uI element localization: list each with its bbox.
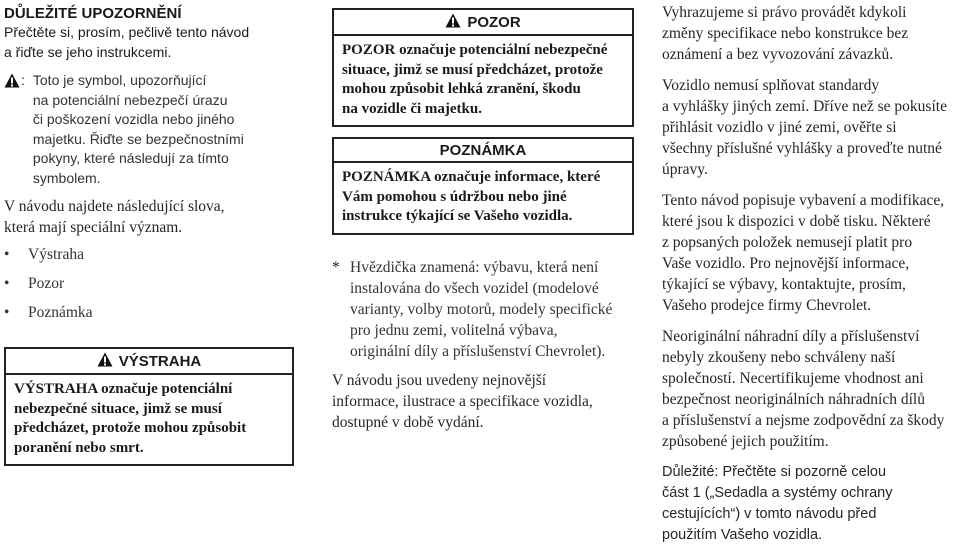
warning-triangle-icon xyxy=(4,73,20,188)
warning-box-body: VÝSTRAHA označuje potenciální nebezpečné situace, jimž se musí předcházet, protože mohou způsobit poranění nebo smrt. xyxy=(14,381,247,456)
terms-paragraph: V návodu najdete následující slova, která mají speciální význam. xyxy=(4,198,225,236)
bullet-icon: • xyxy=(4,304,10,321)
caution-box-header: POZOR xyxy=(334,10,632,36)
important-paragraph: Důležité: Přečtěte si pozorně celou část 1 („Sedadla a systémy ochrany cestujících“) v tomto návodu před použitím Vašeho vozidla. xyxy=(662,464,893,543)
parts-paragraph: Neoriginální náhradní díly a příslušenství nebyly zkoušeny nebo schváleny naší společností. Necertifikujeme vhodnost ani bezpečnost neoriginálních náhradních dílů a příslušenství a nejsme zodpovědní za škody způsobené jejich použitím. xyxy=(662,328,945,450)
bullet-icon: • xyxy=(4,246,10,263)
standards-paragraph: Vozidlo nemusí splňovat standardy a vyhlášky jiných zemí. Dříve než se pokusíte přihlásit vozidlo v jiné zemi, ověřte si všechny příslušné vyhlášky a proveďte nutné úpravy. xyxy=(662,77,947,178)
rights-paragraph: Vyhrazujeme si právo provádět kdykoli změny specifikace nebo konstrukce bez oznámení a bez vyvozování závazků. xyxy=(662,4,909,63)
list-item: • Výstraha xyxy=(4,244,294,273)
symbol-explanation: : Toto je symbol, upozorňující na potenciální nebezpečí úrazu či poškození vozidla nebo jiného majetku. Řiďte se bezpečnostními pokyny, které následují za tímto symbolem. xyxy=(4,71,294,188)
bullet-icon: • xyxy=(4,275,10,292)
list-item: • Pozor xyxy=(4,273,294,302)
asterisk-footnote: * Hvězdička znamená: výbavu, která není instalována do všech vozidel (modelové varianty, volby motorů, modely specifické pro jednu zemi, volitelná výbava, originální díly a příslušenství Chevrolet). xyxy=(332,258,613,360)
intro-paragraph: Přečtěte si, prosím, pečlivě tento návod a řiďte se jeho instrukcemi. xyxy=(4,24,250,60)
column-left xyxy=(4,0,294,466)
page-heading: DŮLEŽITÉ UPOZORNĚNÍ xyxy=(4,5,182,22)
column-right xyxy=(662,0,958,546)
caution-box-body: POZOR označuje potenciální nebezpečné situace, jimž se musí předcházet, protože mohou způsobit lehká zranění, škodu na vozidle či majetku. xyxy=(342,42,608,117)
list-item: • Poznámka xyxy=(4,302,294,331)
note-box-body: POZNÁMKA označuje informace, které Vám pomohou s údržbou nebo jiné instrukce týkající se Vašeho vozidla. xyxy=(342,169,601,224)
note-box xyxy=(332,137,634,235)
asterisk-symbol: * xyxy=(332,258,340,276)
caution-box xyxy=(332,8,634,127)
warning-triangle-icon xyxy=(445,13,461,32)
term-list xyxy=(4,244,294,331)
equipment-paragraph: Tento návod popisuje vybavení a modifikace, které jsou k dispozici v době tisku. Některé z popsaných položek nemusejí platit pro Vaše vozidlo. Pro nejnovější informace, týkající se výbavy, kontaktujte, prosím, Vašeho prodejce firmy Chevrolet. xyxy=(662,192,945,314)
manual-info-paragraph: V návodu jsou uvedeny nejnovější informace, ilustrace a specifikace vozidla, dostupné v době vydání. xyxy=(332,371,593,431)
column-middle xyxy=(332,0,634,433)
warning-triangle-icon xyxy=(97,352,113,371)
warning-box-header: VÝSTRAHA xyxy=(6,349,292,375)
warning-box xyxy=(4,347,294,466)
note-box-header: POZNÁMKA xyxy=(334,139,632,163)
